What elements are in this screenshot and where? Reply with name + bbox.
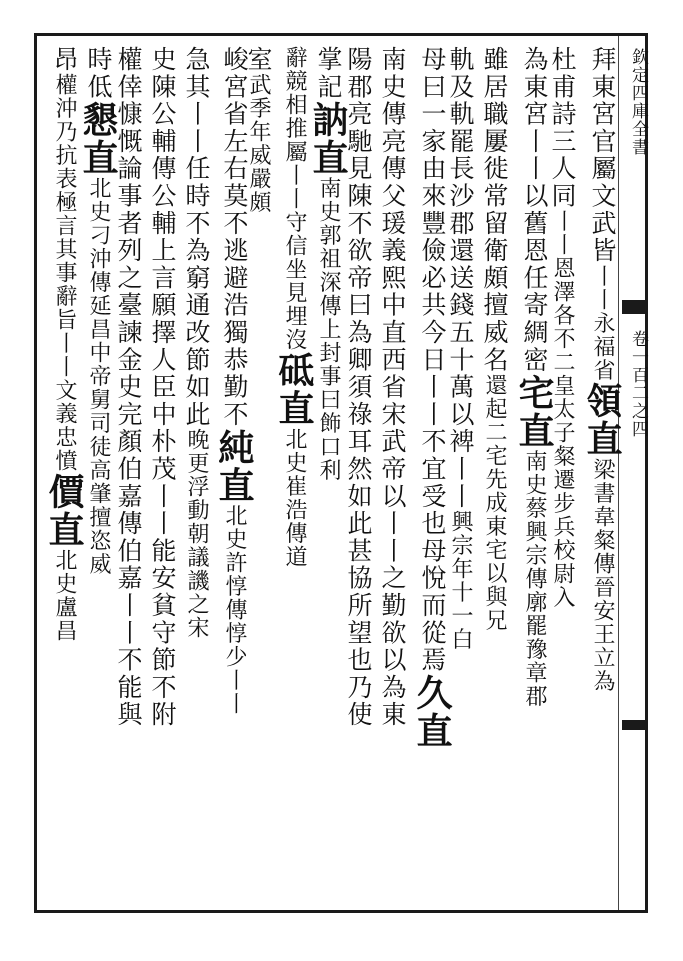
text-column-14 bbox=[150, 46, 175, 729]
annotation-text: 丨丨恩澤各不二 bbox=[550, 209, 575, 375]
text-column-8 bbox=[346, 46, 371, 729]
annotation-text: 北史盧昌 bbox=[52, 548, 77, 643]
entry-headword: 砥直 bbox=[273, 351, 315, 428]
book-title: 欽定四庫全書 bbox=[628, 48, 648, 156]
annotation-text: 晚更浮動朝議譏之宋 bbox=[184, 428, 209, 640]
volume-number: 卷一百二之四 bbox=[628, 330, 648, 438]
annotation-text: 權沖乃抗表極言其事辭旨丨丨文義忠憤 bbox=[52, 73, 77, 473]
text-column-12 bbox=[213, 46, 255, 716]
annotation-text: 興宗年十一白 bbox=[448, 510, 473, 652]
entry-headword: 價直 bbox=[43, 472, 85, 549]
text-column-5 bbox=[448, 46, 473, 651]
body-text: 拜東宮官屬文武皆 bbox=[588, 46, 617, 265]
annotation-text: 皇太子粲遷步兵校尉入 bbox=[550, 374, 575, 610]
annotation-text: 南史郭祖深傳上封事曰飾口利 bbox=[316, 176, 341, 483]
annotation-text: 還起二宅先成東宅以與兄 bbox=[482, 373, 507, 633]
text-column-15 bbox=[116, 46, 141, 729]
body-text: 室 bbox=[244, 46, 273, 74]
text-column-7 bbox=[380, 46, 405, 729]
text-column-13 bbox=[184, 46, 209, 640]
text-column-9 bbox=[307, 46, 349, 483]
body-text: 母曰一家由來豐儉必共今日丨丨不宜受也母悅而從焉 bbox=[418, 46, 447, 674]
text-column-16 bbox=[77, 46, 119, 577]
text-column-3 bbox=[513, 46, 555, 709]
body-text: 權倖慷慨論事者列之臺諫金史完顏伯嘉傳伯嘉丨丨不能與 bbox=[114, 46, 143, 729]
text-column-1 bbox=[581, 46, 623, 693]
body-text: 時低 bbox=[84, 46, 113, 101]
annotation-text: 北史刁沖傳延昌中帝舅司徒高肇擅恣威 bbox=[86, 176, 111, 577]
body-text: 史陳公輔傳公輔上言願擇人臣中朴茂丨丨能安貧守節不附 bbox=[148, 46, 177, 729]
entry-headword: 領直 bbox=[581, 381, 623, 458]
text-column-2 bbox=[550, 46, 575, 609]
annotation-text: 北史崔浩傳道 bbox=[282, 427, 307, 569]
margin-strip bbox=[622, 36, 648, 910]
annotation-text: 武季年威嚴頗 bbox=[246, 73, 271, 215]
text-column-17 bbox=[43, 46, 85, 643]
annotation-text: 辭競相推屬丨丨守信坐見埋沒 bbox=[282, 46, 307, 352]
body-text: 掌記 bbox=[314, 46, 343, 101]
body-text: 急其丨丨任時不為窮通改節如此 bbox=[182, 46, 211, 429]
body-text: 軌及軌罷長沙郡還送錢五十萬以裨丨丨 bbox=[446, 46, 475, 511]
body-text: 雖居職屢徙常留衛頗擅威名 bbox=[480, 46, 509, 374]
fish-tail-bottom bbox=[622, 720, 648, 730]
entry-headword: 純直 bbox=[213, 428, 255, 505]
annotation-text: 丨丨永福省 bbox=[590, 264, 615, 382]
text-column-6 bbox=[411, 46, 453, 750]
entry-headword: 訥直 bbox=[307, 100, 349, 177]
annotation-text: 梁書韋粲傳晉安王立為 bbox=[590, 457, 615, 693]
body-text: 陽郡亮馳見陳不欲帝曰為卿須祿耳然如此甚協所望也乃使 bbox=[344, 46, 373, 729]
entry-headword: 宅直 bbox=[513, 373, 555, 450]
body-text: 杜甫詩三人同 bbox=[548, 46, 577, 210]
text-column-10 bbox=[273, 46, 315, 569]
body-text: 為東宮丨丨以舊恩任寄綢密 bbox=[520, 46, 549, 374]
body-text: 南史傳亮傳父瑗義熙中直西省宋武帝以丨丨之勤欲以為東 bbox=[378, 46, 407, 729]
fish-tail-top bbox=[622, 300, 648, 314]
entry-headword: 懇直 bbox=[77, 100, 119, 177]
annotation-text: 南史蔡興宗傳廓罷豫章郡 bbox=[522, 449, 547, 709]
annotation-text: 北史許惇傳惇少丨丨 bbox=[222, 504, 247, 716]
body-text: 昂 bbox=[50, 46, 79, 74]
text-column-4 bbox=[482, 46, 507, 632]
entry-headword: 久直 bbox=[411, 673, 453, 750]
body-text: 峻宮省左右莫不逃避浩獨恭勤不 bbox=[220, 46, 249, 429]
